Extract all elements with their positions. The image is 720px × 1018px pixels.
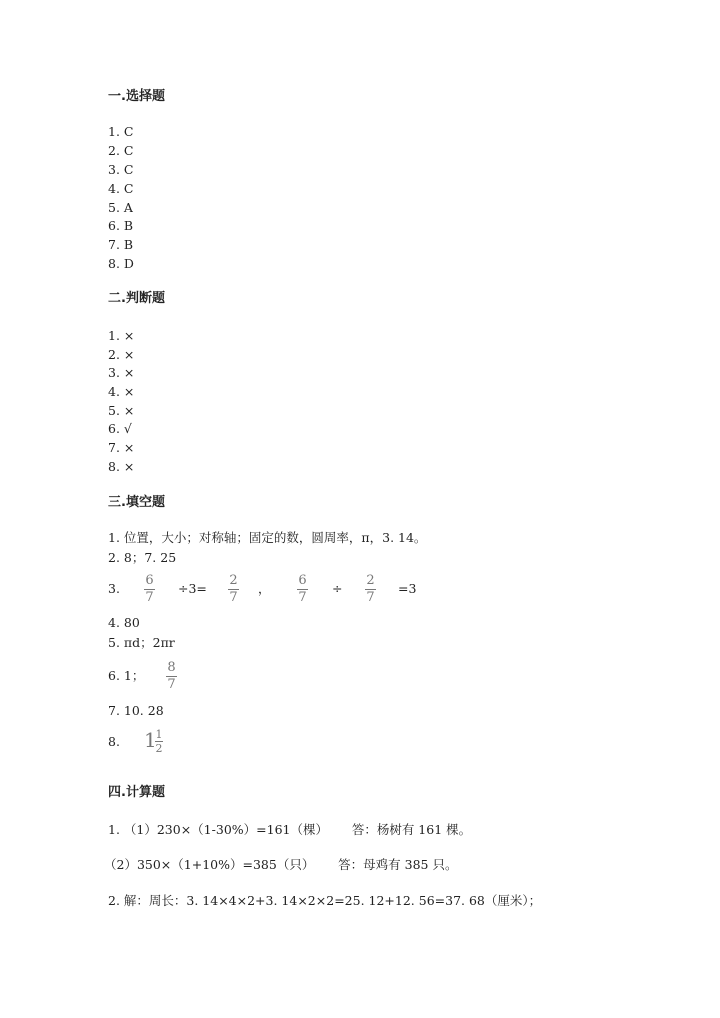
fraction bbox=[166, 661, 177, 692]
section-heading: 二.判断题 bbox=[108, 291, 165, 306]
list-item: 3. × bbox=[108, 365, 135, 380]
denominator: 7 bbox=[145, 590, 154, 605]
separator: ， bbox=[258, 581, 271, 596]
fraction bbox=[155, 729, 163, 754]
answer-line: 2. 解：周长：3. 14×4×2+3. 14×2×2=25. 12+12. 56=37. 68（厘米）； bbox=[108, 893, 542, 908]
numerator: 6 bbox=[298, 573, 307, 588]
fraction bbox=[144, 574, 155, 605]
answer-line: 1. （1）230×（1-30%）=161（棵） 答：杨树有 161 棵。 bbox=[108, 822, 472, 837]
list-item: 5. × bbox=[108, 403, 135, 418]
fraction bbox=[365, 574, 376, 605]
fraction bbox=[228, 574, 239, 605]
list-item: 1. × bbox=[108, 328, 135, 343]
list-item: 8. × bbox=[108, 459, 135, 474]
list-item: 5. A bbox=[108, 200, 133, 215]
numerator: 6 bbox=[145, 573, 154, 588]
list-item: 2. × bbox=[108, 347, 135, 362]
section-heading: 四.计算题 bbox=[108, 785, 165, 800]
list-item: 6. B bbox=[108, 218, 134, 233]
answer-line: （2）350×（1+10%）=385（只） 答：母鸡有 385 只。 bbox=[104, 857, 458, 872]
operator: ÷3= bbox=[178, 581, 207, 596]
list-item: 2. C bbox=[108, 143, 134, 158]
list-item: 6. √ bbox=[108, 421, 132, 436]
list-item: 7. B bbox=[108, 237, 134, 252]
numerator: 2 bbox=[229, 573, 238, 588]
denominator: 7 bbox=[366, 590, 375, 605]
numerator: 1 bbox=[155, 728, 163, 741]
fraction bbox=[297, 574, 308, 605]
answer-line: 1. 位置，大小；对称轴；固定的数，圆周率，π，3. 14。 bbox=[108, 530, 427, 545]
denominator: 7 bbox=[298, 590, 307, 605]
numerator: 8 bbox=[167, 660, 176, 675]
item-number: 8. bbox=[108, 734, 120, 749]
list-item: 3. C bbox=[108, 162, 134, 177]
answer-line: 4. 80 bbox=[108, 615, 140, 630]
answer-line: 7. 10. 28 bbox=[108, 703, 164, 718]
list-item: 1. C bbox=[108, 124, 134, 139]
numerator: 2 bbox=[366, 573, 375, 588]
section-heading: 一.选择题 bbox=[108, 89, 165, 104]
item-number: 3. bbox=[108, 581, 120, 596]
denominator: 2 bbox=[155, 742, 163, 755]
item-number: 6. 1； bbox=[108, 668, 145, 683]
section-heading: 三.填空题 bbox=[108, 495, 165, 510]
denominator: 7 bbox=[167, 677, 176, 692]
operator: ÷ bbox=[332, 581, 343, 596]
result: =3 bbox=[398, 581, 417, 596]
list-item: 4. C bbox=[108, 181, 134, 196]
whole-number: 1 bbox=[144, 728, 157, 752]
list-item: 4. × bbox=[108, 384, 135, 399]
list-item: 7. × bbox=[108, 440, 135, 455]
list-item: 8. D bbox=[108, 256, 134, 271]
denominator: 7 bbox=[229, 590, 238, 605]
answer-line: 2. 8；7. 25 bbox=[108, 550, 177, 565]
answer-line: 5. πd；2πr bbox=[108, 635, 175, 650]
